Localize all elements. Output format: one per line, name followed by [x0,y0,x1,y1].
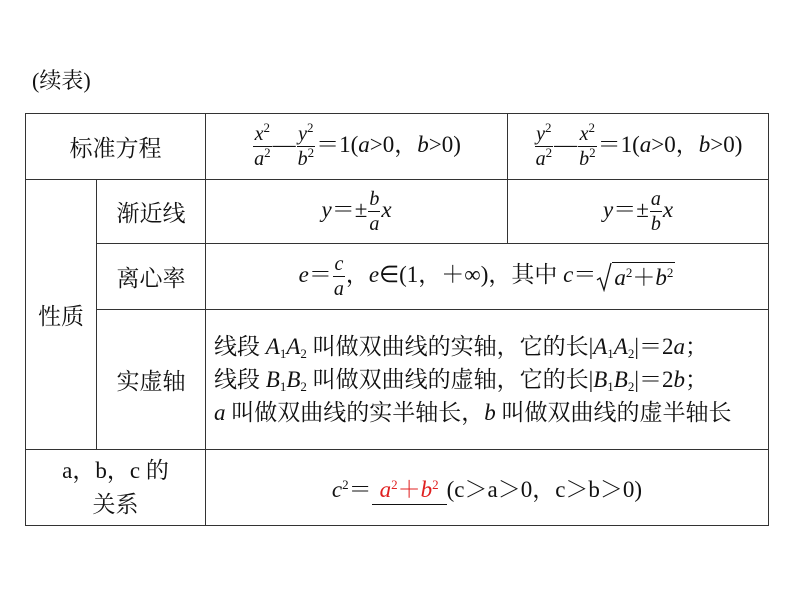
row-label-properties: 性质 [26,180,97,450]
table-row [26,450,769,526]
table-row [26,114,769,180]
answer-blank: $a^2+b^2$ [372,471,447,505]
asymptote-horizontal: y＝± $\frac{b}{a}$ x [206,180,508,244]
row-label-standard-equation: 标准方程 [26,114,206,180]
table-row [26,244,769,310]
real-axis-line: 线段 $A_1A_2$ 叫做双曲线的实轴，它的长$|A_1A_2|=2a$； [214,334,708,361]
row-label-relation [26,450,206,526]
relation-formula: $c^2= a^2+b^2$ (c＞a＞0，c＞b＞0) [206,450,769,526]
standard-equation-horizontal: $\frac{x^2}{a^2}$ — $\frac{y^2}{b^2}$ ＝1(a>0，b>0) [206,114,508,180]
table-caption: (续表) [32,68,91,93]
row-label-asymptote: 渐近线 [97,180,206,244]
standard-equation-vertical: $\frac{y^2}{a^2}$ — $\frac{x^2}{b^2}$ ＝1(a>0，b>0) [508,114,769,180]
axes-description [206,310,769,450]
asymptote-vertical: y＝± $\frac{a}{b}$ x [508,180,769,244]
table-row [26,310,769,450]
semi-axis-line: a 叫做双曲线的实半轴长，b 叫做双曲线的虚半轴长 [214,400,732,425]
eccentricity-formula: e＝ $\frac{c}{a}$ ，e∈(1，＋∞)，其中 c＝ $a^2+b^2$ [206,244,769,310]
relation-label-line2: 关系 [92,491,139,517]
square-root-symbol: $a^2+b^2$ [596,262,675,292]
row-label-eccentricity: 离心率 [97,244,206,310]
table-row [26,180,769,244]
imaginary-axis-line: 线段 $B_1B_2$ 叫做双曲线的虚轴，它的长$|B_1B_2|=2b$； [214,367,708,394]
relation-label-line1: a，b，c 的 [62,457,169,483]
row-label-axes: 实虚轴 [97,310,206,450]
hyperbola-properties-table [25,113,769,526]
